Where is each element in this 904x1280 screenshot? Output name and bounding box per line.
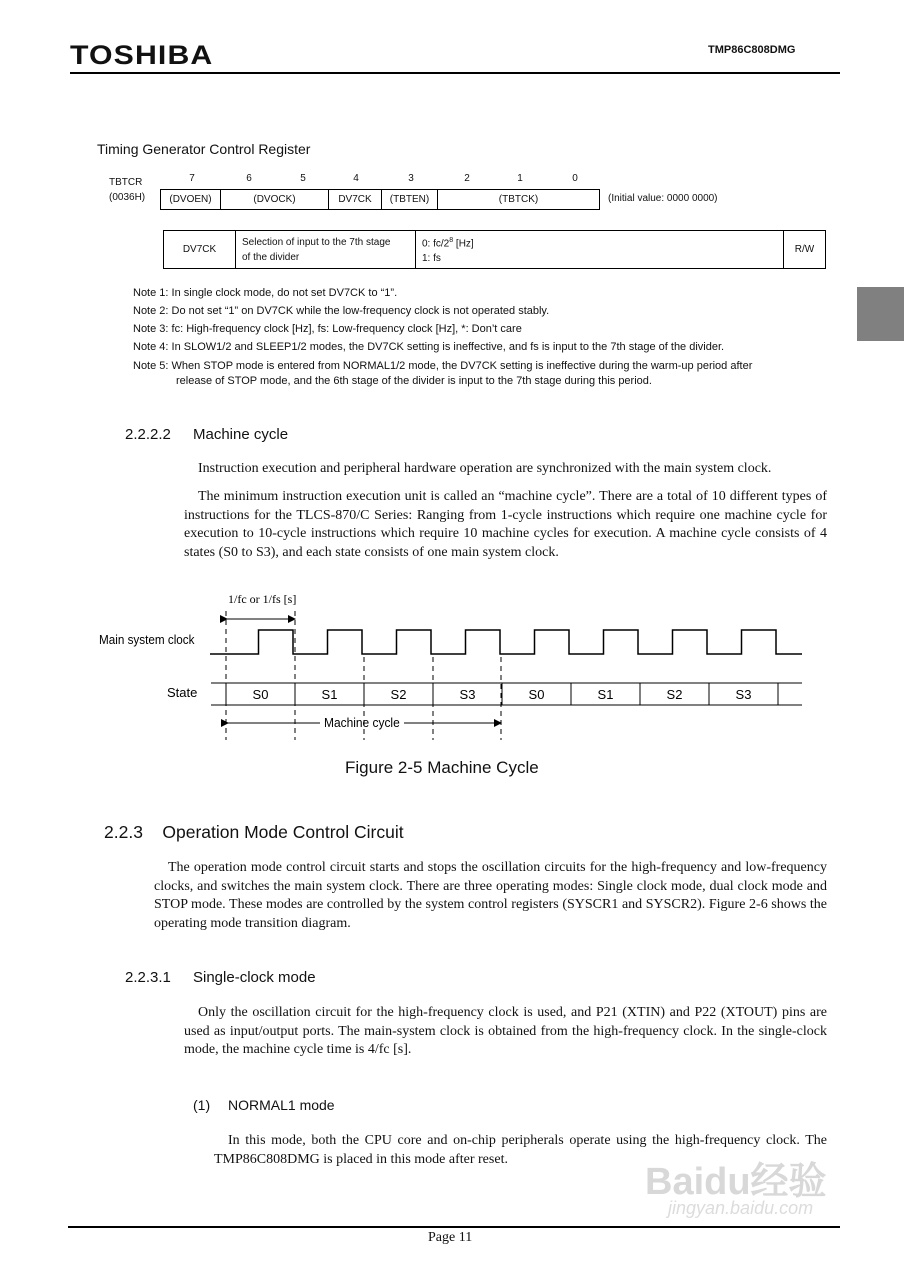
toshiba-logo: TOSHIBA bbox=[70, 40, 214, 70]
section-number: 2.2.2.2 bbox=[125, 426, 171, 443]
part-number: TMP86C808DMG bbox=[708, 44, 796, 56]
state-s2: S2 bbox=[666, 687, 683, 702]
bit-number: 0 bbox=[572, 173, 578, 184]
clock-signal bbox=[210, 630, 802, 654]
subsection-title: NORMAL1 mode bbox=[228, 1097, 335, 1113]
field-tbten: (TBTEN) bbox=[382, 190, 438, 210]
paragraph: Instruction execution and peripheral hardware operation are synchronized with the main system clock. bbox=[198, 461, 772, 476]
state-label: State bbox=[167, 685, 198, 700]
section-heading bbox=[104, 822, 404, 843]
note: Note 5: When STOP mode is entered from NORMAL1/2 mode, the DV7CK setting is ineffective during the warm-up period after bbox=[133, 360, 753, 372]
desc-function bbox=[236, 231, 416, 269]
state-s3: S3 bbox=[459, 687, 476, 702]
field-dvoen: (DVOEN) bbox=[161, 190, 221, 210]
state-s0: S0 bbox=[252, 687, 269, 702]
section-title: Operation Mode Control Circuit bbox=[162, 822, 404, 842]
desc-values bbox=[416, 231, 784, 269]
bit-number: 7 bbox=[189, 173, 195, 184]
period-label: 1/fc or 1/fs [s] bbox=[228, 592, 297, 606]
clock-waveform bbox=[210, 630, 802, 654]
register-address: (0036H) bbox=[109, 192, 146, 203]
desc-function-line: of the divider bbox=[242, 251, 300, 263]
page-number: Page 11 bbox=[428, 1230, 473, 1245]
bit-number: 5 bbox=[300, 173, 306, 184]
paragraph: Only the oscillation circuit for the high-frequency clock is used, and P21 (XTIN) and P22 (XTOUT) pins are used as input/output ports. The main-system clock is obtained from the high-frequency clock. In the single-clock mode, the machine cycle time is 4/fc [s]. bbox=[184, 1005, 827, 1057]
desc-rw: R/W bbox=[784, 231, 826, 269]
state-s0: S0 bbox=[528, 687, 545, 702]
figure-caption: Figure 2-5 Machine Cycle bbox=[345, 758, 539, 777]
chapter-side-tab bbox=[857, 287, 904, 341]
bit-number: 4 bbox=[353, 173, 359, 184]
bit-number: 1 bbox=[517, 173, 523, 184]
section-title: Machine cycle bbox=[193, 426, 289, 443]
footer-rule bbox=[68, 1226, 840, 1228]
state-s3: S3 bbox=[735, 687, 752, 702]
section-number: 2.2.3.1 bbox=[125, 969, 171, 986]
field-dvock: (DVOCK) bbox=[221, 190, 329, 210]
bit-number: 3 bbox=[408, 173, 414, 184]
note: Note 2: Do not set “1” on DV7CK while the low-frequency clock is not operated stably. bbox=[133, 305, 550, 317]
field-tbtck: (TBTCK) bbox=[438, 190, 600, 210]
section-number: 2.2.3 bbox=[104, 822, 143, 842]
state-s2: S2 bbox=[390, 687, 407, 702]
note: Note 3: fc: High-frequency clock [Hz], fs: Low-frequency clock [Hz], *: Don’t care bbox=[133, 323, 522, 335]
state-s1: S1 bbox=[597, 687, 614, 702]
register-description-table bbox=[163, 230, 826, 269]
subsection-number: (1) bbox=[193, 1097, 211, 1113]
paragraph: In this mode, both the CPU core and on-chip peripherals operate using the high-frequency clock. The TMP86C808DMG is placed in this mode after reset. bbox=[214, 1133, 827, 1167]
desc-field-name: DV7CK bbox=[164, 231, 236, 269]
register-name: TBTCR bbox=[109, 177, 143, 188]
desc-value-1: 1: fs bbox=[422, 253, 441, 265]
paragraph: The minimum instruction execution unit is called an “machine cycle”. There are a total of 10 different types of instructions for the TLCS-870/C Series: Ranging from 1-cycle instructions which require one machine cycle for execution to 10-cycle instructions which require 10 machine cycles for execution. A machine cycle consists of 4 states (S0 to S3), and each state consists of one main system clock. bbox=[184, 489, 827, 560]
note: Note 1: In single clock mode, do not set DV7CK to “1”. bbox=[133, 287, 398, 299]
machine-cycle-timing-diagram bbox=[0, 585, 904, 745]
header-rule bbox=[70, 72, 840, 74]
register-title: Timing Generator Control Register bbox=[97, 141, 311, 157]
watermark-url: jingyan.baidu.com bbox=[668, 1198, 814, 1218]
paragraph: The operation mode control circuit starts and stops the oscillation circuits for the high-frequency and low-frequency clocks, and switches the main system clock. There are three operating modes: Single clock mode, dual clock mode and STOP mode. These modes are controlled by the system control registers (SYSCR1 and SYSCR2). Figure 2-6 shows the operating mode transition diagram. bbox=[154, 860, 827, 931]
desc-function-line: Selection of input to the 7th stage bbox=[242, 236, 391, 248]
bit-number: 2 bbox=[464, 173, 470, 184]
bit-number: 6 bbox=[246, 173, 252, 184]
note-continuation: release of STOP mode, and the 6th stage of the divider is input to the 7th stage during this period. bbox=[176, 375, 652, 387]
section-title: Single-clock mode bbox=[193, 969, 316, 986]
watermark-logo: Baidu经验 bbox=[645, 1161, 827, 1203]
machine-cycle-label: Machine cycle bbox=[324, 715, 400, 731]
field-dv7ck: DV7CK bbox=[329, 190, 382, 210]
state-cells bbox=[226, 683, 778, 705]
clock-label: Main system clock bbox=[99, 632, 195, 648]
note: Note 4: In SLOW1/2 and SLEEP1/2 modes, the DV7CK setting is ineffective, and fs is input to the 7th stage of the divider. bbox=[133, 341, 725, 353]
register-name-block bbox=[109, 175, 145, 205]
desc-value-0: 0: $fc/2^8$ [Hz] bbox=[422, 236, 474, 250]
state-s1: S1 bbox=[321, 687, 338, 702]
register-bit-table bbox=[160, 189, 600, 210]
initial-value: (Initial value: 0000 0000) bbox=[608, 193, 718, 204]
